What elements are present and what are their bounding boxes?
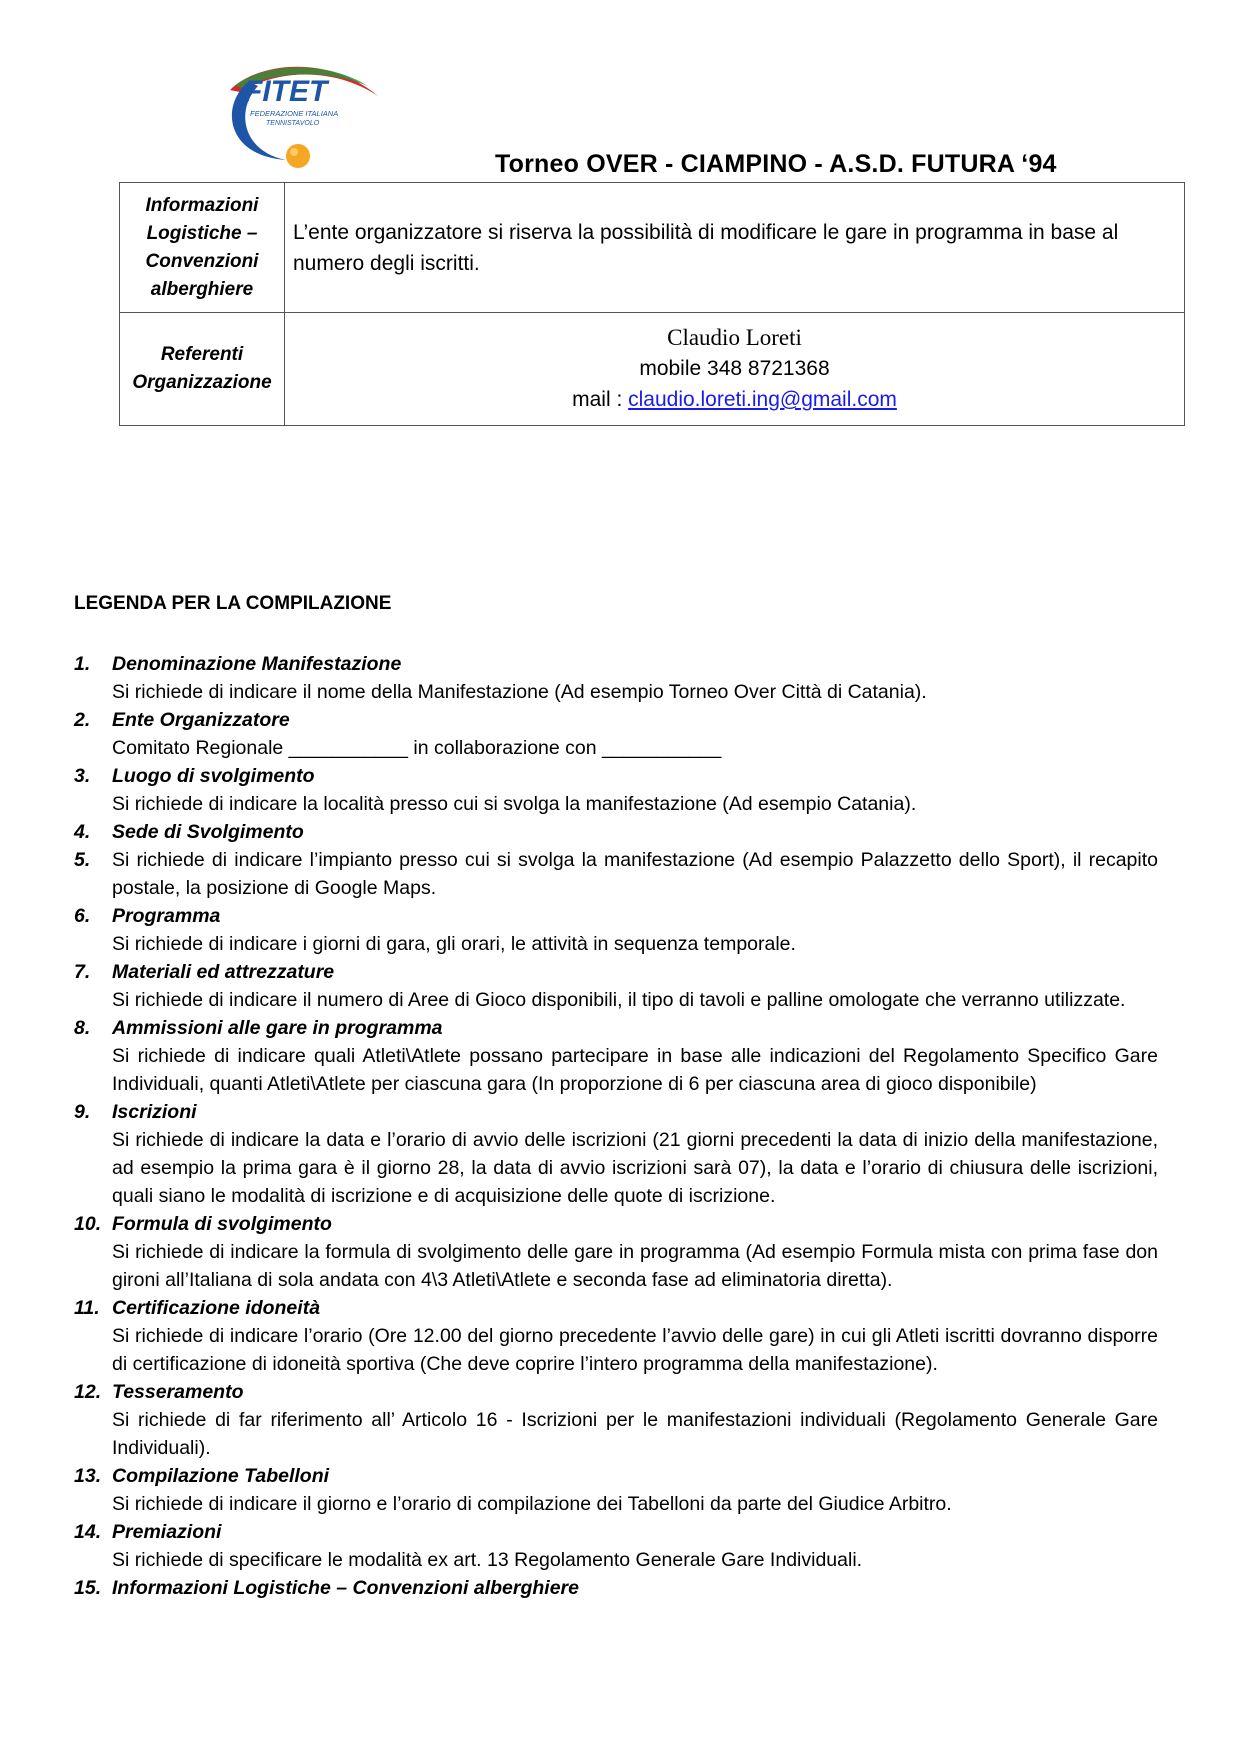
- legend-item-number: 11.: [74, 1297, 100, 1319]
- legend-item-description: Si richiede di indicare la formula di svolgimento delle gare in programma (Ad esempio Formula mista con prima fase don gironi all’Italiana di sola andata con 4\3 Atleti\Atlete e seconda fase ad eliminatoria diretta).: [112, 1241, 1158, 1291]
- legend-item-description: Si richiede di indicare l’orario (Ore 12.00 del giorno precedente l’avvio delle gare) in cui gli Atleti iscritti dovranno disporre di certificazione di idoneità sportiva (Che deve coprire l’intero programma della manifestazione).: [112, 1325, 1158, 1375]
- legend-item-heading: Tesseramento: [112, 1381, 244, 1403]
- legend-item: [74, 1098, 1158, 1210]
- legend-item-description: Si richiede di indicare il giorno e l’orario di compilazione dei Tabelloni da parte del Giudice Arbitro.: [112, 1493, 952, 1515]
- legend-item-description: Comitato Regionale ___________ in collaborazione con ___________: [112, 737, 722, 759]
- logo-text: FITET: [244, 75, 328, 108]
- legend-item: [74, 1574, 1158, 1602]
- legend-item-number: 10.: [74, 1213, 102, 1235]
- legend-item-number: 7.: [74, 961, 91, 983]
- legend-item: [74, 1210, 1158, 1294]
- contact-mail-link[interactable]: claudio.loreti.ing@gmail.com: [628, 388, 897, 411]
- legend-list: [74, 650, 1158, 1602]
- legend-item-description: Si richiede di indicare il nome della Manifestazione (Ad esempio Torneo Over Città di Catania).: [112, 681, 927, 703]
- legend-item-number: 12.: [74, 1381, 102, 1403]
- legend-item-description: Si richiede di indicare il numero di Aree di Gioco disponibili, il tipo di tavoli e palline omologate che verranno utilizzate.: [112, 989, 1126, 1011]
- legend-item: [74, 846, 1158, 902]
- legend-item-number: 3.: [74, 765, 91, 787]
- legend-item-heading: Certificazione idoneità: [112, 1297, 321, 1319]
- legend-item: [74, 1518, 1158, 1574]
- legend-item-number: 4.: [74, 821, 91, 843]
- logo-subtitle-1: FEDERAZIONE ITALIANA: [250, 109, 339, 118]
- legend-item-heading: Programma: [112, 905, 221, 927]
- legend-item: [74, 902, 1158, 958]
- legend-item: [74, 650, 1158, 706]
- info-value-referents: [285, 313, 1185, 426]
- info-value-logistics: L’ente organizzatore si riserva la possibilità di modificare le gare in programma in base al numero degli iscritti.: [285, 183, 1185, 313]
- info-table: [119, 182, 1185, 426]
- legend-item-description: Si richiede di specificare le modalità ex art. 13 Regolamento Generale Gare Individuali.: [112, 1549, 863, 1571]
- legend-title: LEGENDA PER LA COMPILAZIONE: [74, 593, 392, 614]
- fitet-logo: [218, 56, 388, 172]
- legend-item: [74, 1462, 1158, 1518]
- legend-item-heading: Sede di Svolgimento: [112, 821, 304, 843]
- contact-mobile: mobile 348 8721368: [639, 357, 830, 380]
- legend-item-heading: Ammissioni alle gare in programma: [112, 1017, 443, 1039]
- logo-subtitle-2: TENNISTAVOLO: [266, 120, 320, 127]
- contact-name: Claudio Loreti: [667, 325, 802, 350]
- legend-item: [74, 706, 1158, 762]
- legend-item: [74, 1294, 1158, 1378]
- contact-mail-line: [285, 384, 1184, 415]
- logo-ball: [286, 144, 310, 168]
- legend-item-description: Si richiede di indicare l’impianto presso cui si svolga la manifestazione (Ad esempio Palazzetto dello Sport), il recapito postale, la posizione di Google Maps.: [112, 849, 1158, 899]
- legend-item-description: Si richiede di indicare la località presso cui si svolga la manifestazione (Ad esempio Catania).: [112, 793, 917, 815]
- legend-item-number: 6.: [74, 905, 91, 927]
- legend-item-heading: Compilazione Tabelloni: [112, 1465, 330, 1487]
- legend-item-number: 14.: [74, 1521, 102, 1543]
- legend-item-heading: Informazioni Logistiche – Convenzioni alberghiere: [112, 1577, 579, 1599]
- legend-item-number: 15.: [74, 1577, 102, 1599]
- legend-item-number: 13.: [74, 1465, 102, 1487]
- legend-item: [74, 1014, 1158, 1098]
- page-title: Torneo OVER - CIAMPINO - A.S.D. FUTURA ‘94: [495, 150, 1057, 178]
- legend-item-number: 1.: [74, 653, 91, 675]
- contact-mail-prefix: mail :: [572, 388, 629, 411]
- legend-item: [74, 762, 1158, 818]
- legend-item-description: Si richiede di indicare i giorni di gara, gli orari, le attività in sequenza temporale.: [112, 933, 796, 955]
- legend-item-number: 2.: [74, 709, 91, 731]
- legend-item-description: Si richiede di far riferimento all’ Articolo 16 - Iscrizioni per le manifestazioni individuali (Regolamento Generale Gare Individuali).: [112, 1409, 1158, 1459]
- legend-item-description: Si richiede di indicare la data e l’orario di avvio delle iscrizioni (21 giorni precedenti la data di inizio della manifestazione, ad esempio la prima gara è il giorno 28, la data di avvio iscrizioni sarà 07), la data e l’orario di chiusura delle iscrizioni, quali siano le modalità di iscrizione e di acquisizione delle quote di iscrizione.: [112, 1129, 1158, 1207]
- legend-item-heading: Luogo di svolgimento: [112, 765, 315, 787]
- legend-item-heading: Denominazione Manifestazione: [112, 653, 402, 675]
- info-row-referents: [120, 313, 1185, 426]
- legend-item: [74, 958, 1158, 1014]
- info-label-logistics: Informazioni Logistiche – Convenzioni alberghiere: [120, 183, 285, 313]
- legend-item-heading: Formula di svolgimento: [112, 1213, 332, 1235]
- legend-item-heading: Iscrizioni: [112, 1101, 197, 1123]
- legend-item-number: 5.: [74, 849, 91, 871]
- legend-item-heading: Premiazioni: [112, 1521, 222, 1543]
- legend-item-heading: Ente Organizzatore: [112, 709, 290, 731]
- legend-item-number: 9.: [74, 1101, 91, 1123]
- legend-item-description: Si richiede di indicare quali Atleti\Atlete possano partecipare in base alle indicazioni del Regolamento Specifico Gare Individuali, quanti Atleti\Atlete per ciascuna gara (In proporzione di 6 per ciascuna area di gioco disponibile): [112, 1045, 1158, 1095]
- legend-item-heading: Materiali ed attrezzature: [112, 961, 335, 983]
- legend-item-number: 8.: [74, 1017, 91, 1039]
- legend-item: [74, 1378, 1158, 1462]
- legend-item: [74, 818, 1158, 846]
- info-row-logistics: [120, 183, 1185, 313]
- info-label-referents: Referenti Organizzazione: [120, 313, 285, 426]
